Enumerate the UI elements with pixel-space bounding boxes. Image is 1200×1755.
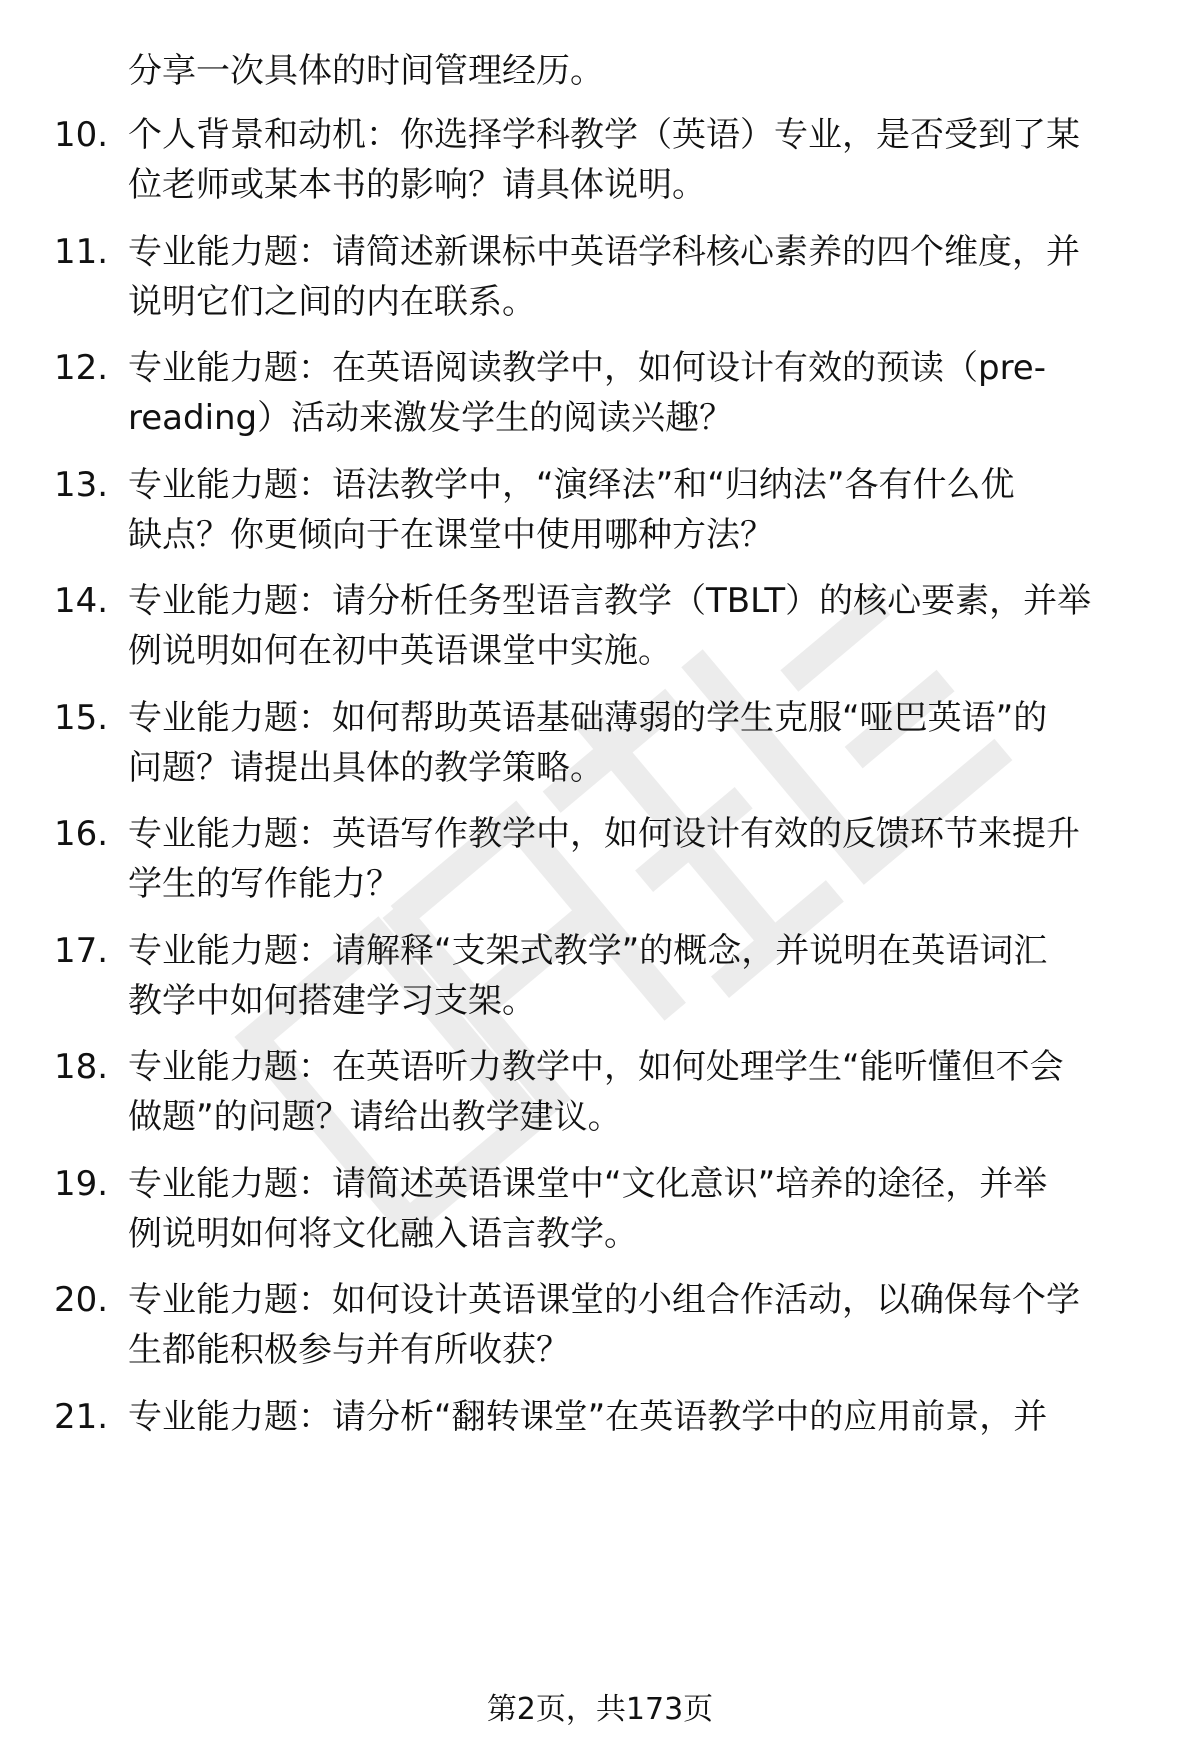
item-text-line: 专业能力题：请简述新课标中英语学科核心素养的四个维度，并: [128, 231, 1080, 272]
item-text-line: 专业能力题：如何帮助英语基础薄弱的学生克服“哑巴英语”的: [128, 697, 1048, 738]
item-number: 12.: [54, 348, 109, 388]
item-text-line: 位老师或某本书的影响？请具体说明。: [128, 165, 706, 205]
item-text-line: 专业能力题：如何设计英语课堂的小组合作活动，以确保每个学: [128, 1280, 1080, 1320]
list-item: [0, 227, 1200, 337]
item-text: [128, 809, 1148, 909]
page-footer: 第2页，共173页: [486, 1692, 714, 1727]
list-item: [0, 926, 1200, 1036]
item-text-line: 例说明如何在初中英语课堂中实施。: [128, 631, 672, 671]
item-number: 13.: [54, 464, 109, 505]
item-text-line: 专业能力题：请分析“翻转课堂”在英语教学中的应用前景，并: [128, 1396, 1048, 1437]
item-number: 15.: [54, 697, 109, 738]
item-text-line: 个人背景和动机：你选择学科教学（英语）专业，是否受到了某: [128, 115, 1080, 155]
list-item: [0, 343, 1200, 453]
item-text-line: 说明它们之间的内在联系。: [128, 281, 536, 322]
item-text: [128, 1392, 1148, 1442]
list-item: [0, 1159, 1200, 1269]
item-text-line: 专业能力题：在英语阅读教学中，如何设计有效的预读（pre-: [128, 348, 1046, 388]
list-item: [0, 809, 1200, 919]
item-text: [128, 1275, 1148, 1375]
item-text: [128, 576, 1148, 676]
item-text-line: 问题？请提出具体的教学策略。: [128, 747, 604, 788]
item-text-line: 专业能力题：英语写作教学中，如何设计有效的反馈环节来提升: [128, 814, 1080, 854]
item-text-line: 生都能积极参与并有所收获？: [128, 1330, 570, 1370]
list-item: [0, 1392, 1200, 1502]
item-text: [128, 227, 1148, 327]
item-number: 11.: [54, 231, 109, 272]
item-text: [128, 926, 1148, 1026]
item-text-line: 专业能力题：在英语听力教学中，如何处理学生“能听懂但不会: [128, 1047, 1064, 1087]
item-number: 14.: [54, 581, 109, 621]
item-number: 18.: [54, 1047, 109, 1087]
item-number: 19.: [54, 1163, 109, 1204]
item-text-line: 例说明如何将文化融入语言教学。: [128, 1213, 638, 1254]
item-number: 20.: [54, 1280, 109, 1320]
item-text-line: 缺点？你更倾向于在课堂中使用哪种方法？: [128, 514, 774, 555]
list-item: [0, 693, 1200, 803]
item-text-line: 专业能力题：请简述英语课堂中“文化意识”培养的途径，并举: [128, 1163, 1048, 1204]
item-text-line: 专业能力题：请解释“支架式教学”的概念，并说明在英语词汇: [128, 930, 1048, 971]
list-item: [0, 576, 1200, 686]
item-number: 17.: [54, 930, 109, 971]
item-text: [128, 343, 1148, 443]
item-text: [128, 460, 1148, 560]
list-item: [0, 1275, 1200, 1385]
list-item: [0, 460, 1200, 570]
item-number: 16.: [54, 814, 109, 854]
list-item: [0, 110, 1200, 220]
item-text-line: 做题”的问题？请给出教学建议。: [128, 1097, 622, 1137]
item-text-line: 专业能力题：语法教学中，“演绎法”和“归纳法”各有什么优: [128, 464, 1015, 505]
item-text: [128, 110, 1148, 210]
item-number: 21.: [54, 1396, 109, 1437]
continuation-text: 分享一次具体的时间管理经历。: [128, 51, 604, 91]
item-text-line: 专业能力题：请分析任务型语言教学（TBLT）的核心要素，并举: [128, 581, 1092, 621]
item-number: 10.: [54, 115, 109, 155]
item-text-line: reading）活动来激发学生的阅读兴趣？: [128, 398, 734, 438]
item-text-line: 学生的写作能力？: [128, 864, 400, 904]
item-text: [128, 1042, 1148, 1142]
item-text-line: 教学中如何搭建学习支架。: [128, 980, 536, 1021]
item-text: [128, 693, 1148, 793]
list-item: [0, 1042, 1200, 1152]
item-text: [128, 1159, 1148, 1259]
